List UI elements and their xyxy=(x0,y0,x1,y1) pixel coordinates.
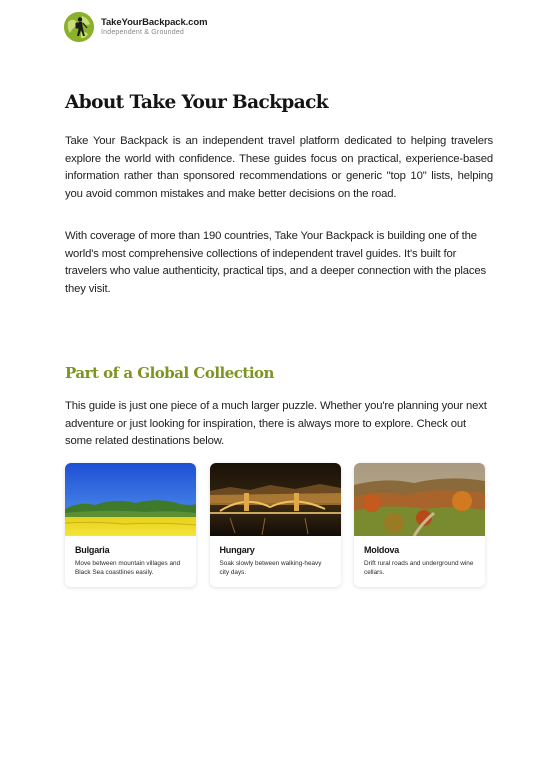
site-header xyxy=(64,12,207,42)
globe-hiker-icon[interactable] xyxy=(64,12,94,42)
brand-name[interactable]: TakeYourBackpack.com xyxy=(101,16,208,28)
card-text-hungary: Soak slowly between walking-heavy city days. xyxy=(219,560,322,576)
destination-card-hungary[interactable] xyxy=(210,463,341,587)
collection-paragraph: This guide is just one piece of a much larger puzzle. Whether you're planning your next adventure or just looking for inspiration, there is always more to explore. Check out some related destinations below. xyxy=(65,400,487,448)
brand xyxy=(101,18,207,37)
destination-card-bulgaria[interactable] xyxy=(65,463,196,587)
collection-title: Part of a Global Collection xyxy=(65,364,274,382)
card-text-moldova: Drift rural roads and underground wine cellars. xyxy=(364,560,474,576)
brand-tagline: Independent & Grounded xyxy=(101,29,185,37)
card-title-hungary: Hungary xyxy=(219,545,255,555)
card-text-bulgaria: Move between mountain villages and Black Sea coastlines easily. xyxy=(75,560,181,576)
about-paragraph-1: Take Your Backpack is an independent travel platform dedicated to helping travelers explore the world with confidence. These guides focus on practical, experience-based information rather than sponsored recommendations or generic "top 10" lists, helping you avoid common mistakes and make better decisions on the road. xyxy=(65,135,493,201)
destination-card-moldova[interactable] xyxy=(354,463,485,587)
card-title-moldova: Moldova xyxy=(364,545,400,555)
destination-cards xyxy=(65,463,485,587)
budapest-bridge-night-photo xyxy=(210,463,341,536)
about-paragraph-2: With coverage of more than 190 countries, Take Your Backpack is building one of the world's most comprehensive collections of independent travel guides. It's built for travelers who value authenticity, practical tips, and a deeper connection with the places they visit. xyxy=(65,230,486,296)
card-title-bulgaria: Bulgaria xyxy=(75,545,110,555)
sunflower-field-photo xyxy=(65,463,196,536)
about-title: About Take Your Backpack xyxy=(65,92,328,113)
autumn-hills-photo xyxy=(354,463,485,536)
